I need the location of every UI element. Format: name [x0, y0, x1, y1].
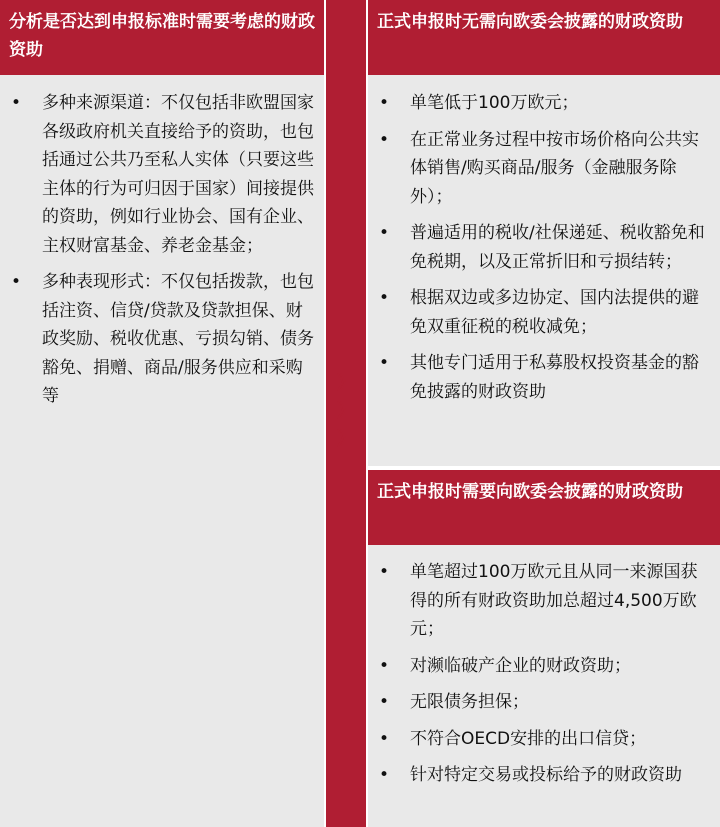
- list-item: • 针对特定交易或投标给予的财政资助: [376, 761, 712, 790]
- right-bottom-heading: 正式申报时需要向欧委会披露的财政资助: [368, 470, 720, 545]
- arrow-icon: 》: [337, 401, 355, 422]
- bullet-icon: •: [379, 655, 390, 676]
- right-top-list: [376, 89, 712, 414]
- list-item: • 多种来源渠道：不仅包括非欧盟国家各级政府机关直接给予的资助，也包括通过公共乃至私人实体（只要这些主体的行为可归因于国家）间接提供的资助，例如行业协会、国有企业、主权财富基金、养老金基金；: [8, 89, 316, 260]
- bullet-icon: •: [379, 93, 390, 113]
- bullet-icon: •: [11, 93, 22, 113]
- left-heading: 分析是否达到申报标准时需要考虑的财政资助: [0, 0, 324, 75]
- list-item: • 其他专门适用于私募股权投资基金的豁免披露的财政资助: [376, 349, 712, 406]
- list-item: • 单笔超过100万欧元且从同一来源国获得的所有财政资助加总超过4,500万欧元；: [376, 558, 712, 644]
- list-item: • 多种表现形式：不仅包括拨款，也包括注资、信贷/贷款及贷款担保、财政奖励、税收优惠、亏损勾销、债务豁免、捐赠、商品/服务供应和采购等: [8, 268, 316, 411]
- bullet-icon: •: [379, 288, 390, 308]
- list-item: • 不符合OECD安排的出口信贷；: [376, 725, 712, 754]
- bullet-icon: •: [379, 728, 390, 749]
- list-item: • 对濒临破产企业的财政资助；: [376, 652, 712, 681]
- bullet-icon: •: [11, 272, 22, 292]
- bullet-icon: •: [379, 692, 390, 712]
- bullet-icon: •: [379, 353, 390, 373]
- list-item: • 单笔低于100万欧元；: [376, 89, 712, 118]
- list-item: • 根据双边或多边协定、国内法提供的避免双重征税的税收减免；: [376, 284, 712, 341]
- left-list: [8, 89, 316, 419]
- bullet-icon: •: [379, 223, 390, 243]
- list-item: • 在正常业务过程中按市场价格向公共实体销售/购买商品/服务（金融服务除外）；: [376, 126, 712, 212]
- list-item: • 普遍适用的税收/社保递延、税收豁免和免税期，以及正常折旧和亏损结转；: [376, 219, 712, 276]
- arrow-icon: 》: [337, 373, 355, 394]
- right-top-heading: 正式申报时无需向欧委会披露的财政资助: [368, 0, 720, 75]
- arrow-icon: 》: [337, 429, 355, 450]
- bullet-icon: •: [379, 765, 390, 785]
- right-bottom-list: [376, 558, 712, 798]
- bullet-icon: •: [379, 562, 390, 582]
- list-item: • 无限债务担保；: [376, 688, 712, 717]
- bullet-icon: •: [379, 129, 390, 150]
